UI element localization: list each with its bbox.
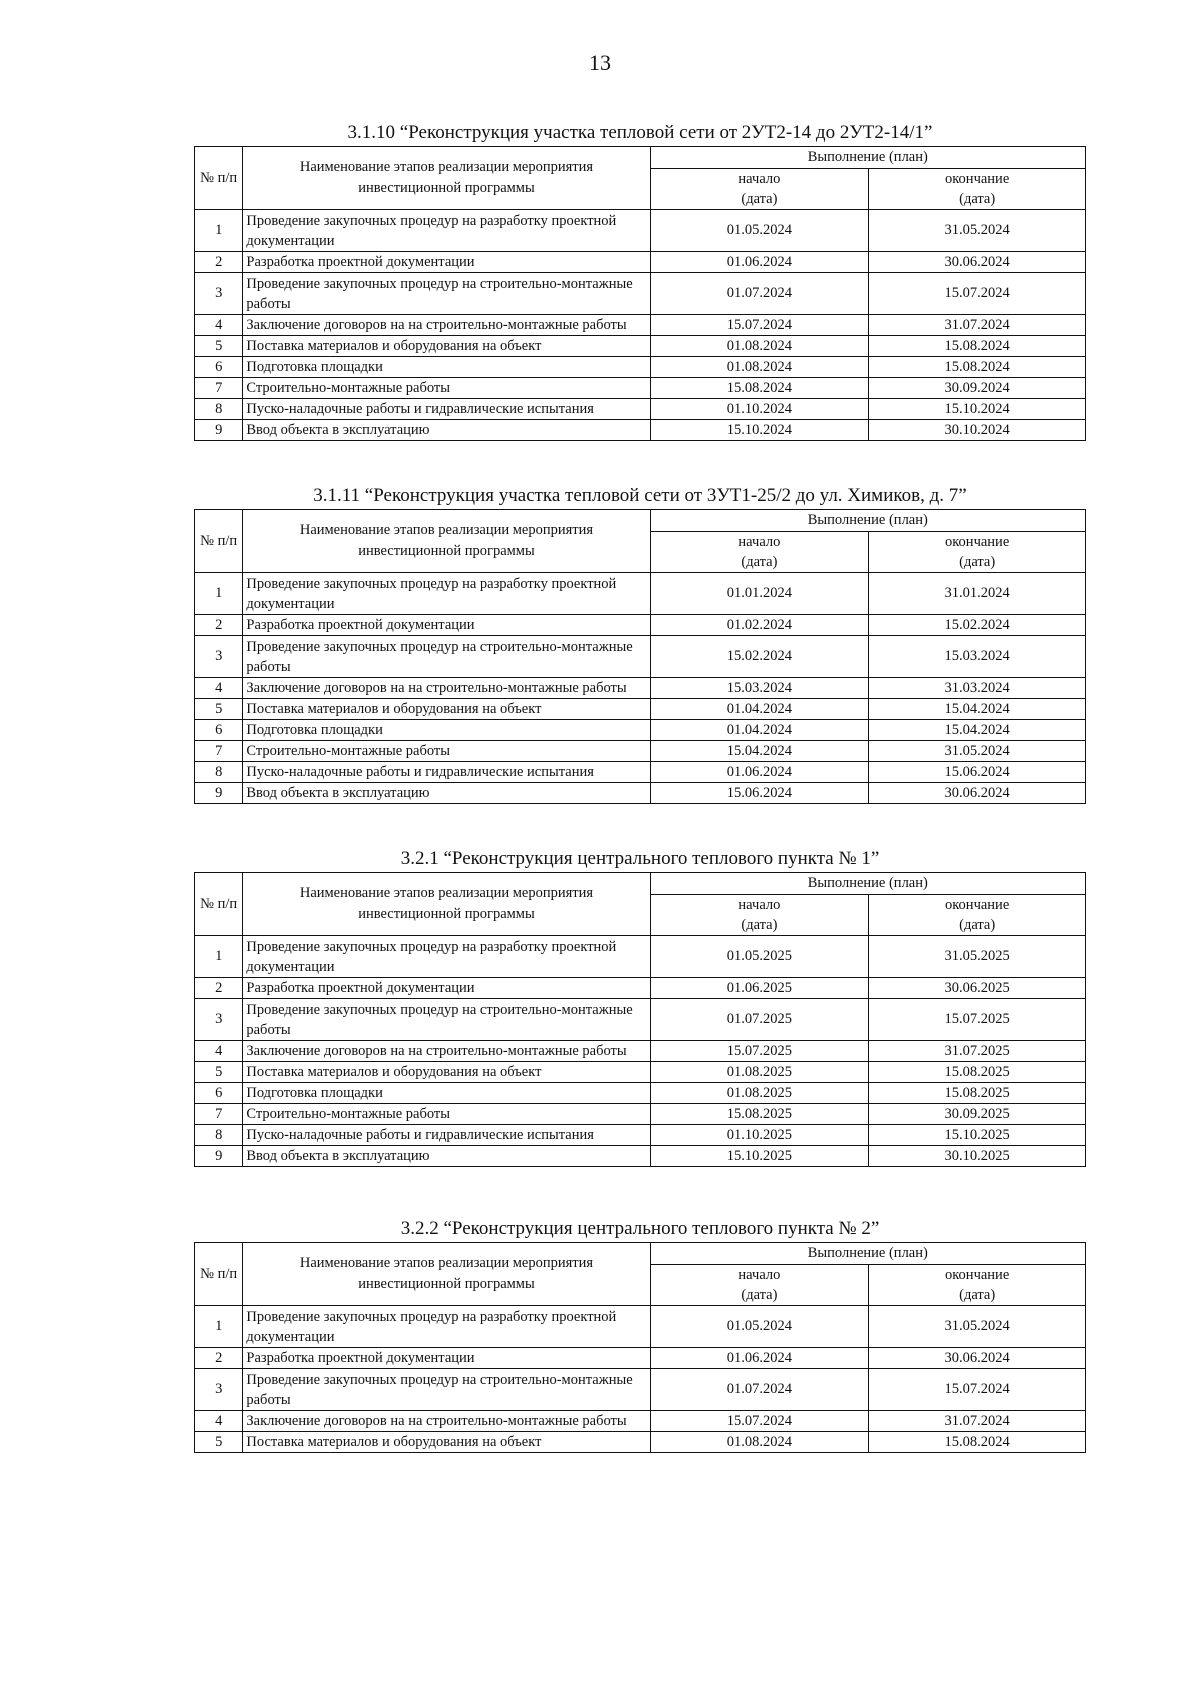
end-date: 31.07.2025 bbox=[869, 1041, 1086, 1062]
row-number: 5 bbox=[195, 1432, 243, 1453]
end-date: 30.06.2024 bbox=[869, 1348, 1086, 1369]
header-end-date-label: (дата) bbox=[959, 917, 996, 933]
header-execution: Выполнение (план) bbox=[650, 873, 1085, 895]
table-row bbox=[195, 573, 1086, 615]
start-date: 15.03.2024 bbox=[650, 678, 869, 699]
end-date: 15.10.2024 bbox=[869, 399, 1086, 420]
stage-name: Заключение договоров на на строительно-монтажные работы bbox=[243, 678, 650, 699]
stage-name: Строительно-монтажные работы bbox=[243, 1104, 650, 1125]
stage-name: Проведение закупочных процедур на разработку проектной документации bbox=[243, 936, 650, 978]
table-row bbox=[195, 978, 1086, 999]
row-number: 3 bbox=[195, 273, 243, 315]
header-row bbox=[195, 873, 1086, 895]
header-num: № п/п bbox=[195, 873, 243, 936]
section-title: 3.2.2 “Реконструкция центрального теплового пункта № 2” bbox=[400, 1218, 880, 1239]
section-3-2-1 bbox=[194, 846, 1086, 1167]
stage-name: Заключение договоров на на строительно-монтажные работы bbox=[243, 1411, 650, 1432]
header-start-label: начало bbox=[738, 1267, 781, 1283]
stage-name: Подготовка площадки bbox=[243, 357, 650, 378]
start-date: 01.05.2024 bbox=[650, 210, 869, 252]
table-row bbox=[195, 999, 1086, 1041]
stage-name: Проведение закупочных процедур на строительно-монтажные работы bbox=[243, 1369, 650, 1411]
row-number: 7 bbox=[195, 741, 243, 762]
header-end bbox=[869, 532, 1086, 573]
header-name: Наименование этапов реализации мероприятия инвестиционной программы bbox=[243, 510, 650, 573]
stage-name: Поставка материалов и оборудования на объект bbox=[243, 336, 650, 357]
table-row bbox=[195, 936, 1086, 978]
end-date: 31.07.2024 bbox=[869, 315, 1086, 336]
section-title: 3.2.1 “Реконструкция центрального теплового пункта № 1” bbox=[400, 848, 880, 869]
stage-name: Разработка проектной документации bbox=[243, 978, 650, 999]
table-row bbox=[195, 1432, 1086, 1453]
row-number: 3 bbox=[195, 1369, 243, 1411]
row-number: 2 bbox=[195, 978, 243, 999]
schedule-table bbox=[194, 146, 1086, 441]
row-number: 7 bbox=[195, 1104, 243, 1125]
end-date: 31.05.2024 bbox=[869, 210, 1086, 252]
start-date: 01.10.2024 bbox=[650, 399, 869, 420]
start-date: 15.04.2024 bbox=[650, 741, 869, 762]
schedule-table bbox=[194, 872, 1086, 1167]
end-date: 30.06.2024 bbox=[869, 252, 1086, 273]
end-date: 30.06.2024 bbox=[869, 783, 1086, 804]
table-row bbox=[195, 783, 1086, 804]
start-date: 01.08.2024 bbox=[650, 336, 869, 357]
end-date: 31.05.2024 bbox=[869, 741, 1086, 762]
header-start-label: начало bbox=[738, 171, 781, 187]
stage-name: Проведение закупочных процедур на разработку проектной документации bbox=[243, 1306, 650, 1348]
end-date: 15.08.2024 bbox=[869, 336, 1086, 357]
header-row bbox=[195, 147, 1086, 169]
start-date: 15.02.2024 bbox=[650, 636, 869, 678]
row-number: 1 bbox=[195, 573, 243, 615]
end-date: 15.06.2024 bbox=[869, 762, 1086, 783]
end-date: 15.08.2024 bbox=[869, 1432, 1086, 1453]
table-row bbox=[195, 1041, 1086, 1062]
stage-name: Ввод объекта в эксплуатацию bbox=[243, 1146, 650, 1167]
row-number: 9 bbox=[195, 783, 243, 804]
stage-name: Заключение договоров на на строительно-монтажные работы bbox=[243, 315, 650, 336]
row-number: 6 bbox=[195, 1083, 243, 1104]
end-date: 15.04.2024 bbox=[869, 720, 1086, 741]
table-row bbox=[195, 699, 1086, 720]
header-name: Наименование этапов реализации мероприятия инвестиционной программы bbox=[243, 1243, 650, 1306]
header-start-date-label: (дата) bbox=[741, 554, 778, 570]
header-end-label: окончание bbox=[945, 1267, 1010, 1283]
stage-name: Проведение закупочных процедур на строительно-монтажные работы bbox=[243, 273, 650, 315]
row-number: 8 bbox=[195, 762, 243, 783]
table-row bbox=[195, 1062, 1086, 1083]
start-date: 15.07.2024 bbox=[650, 315, 869, 336]
table-row bbox=[195, 1369, 1086, 1411]
header-start bbox=[650, 532, 869, 573]
header-start-date-label: (дата) bbox=[741, 191, 778, 207]
start-date: 01.05.2024 bbox=[650, 1306, 869, 1348]
start-date: 15.06.2024 bbox=[650, 783, 869, 804]
stage-name: Разработка проектной документации bbox=[243, 252, 650, 273]
row-number: 3 bbox=[195, 636, 243, 678]
end-date: 31.05.2024 bbox=[869, 1306, 1086, 1348]
stage-name: Пуско-наладочные работы и гидравлические испытания bbox=[243, 1125, 650, 1146]
schedule-table bbox=[194, 509, 1086, 804]
end-date: 30.06.2025 bbox=[869, 978, 1086, 999]
header-execution: Выполнение (план) bbox=[650, 510, 1085, 532]
section-title: 3.1.10 “Реконструкция участка тепловой сети от 2УТ2-14 до 2УТ2-14/1” bbox=[347, 122, 933, 143]
start-date: 01.04.2024 bbox=[650, 699, 869, 720]
row-number: 1 bbox=[195, 210, 243, 252]
row-number: 4 bbox=[195, 1041, 243, 1062]
end-date: 30.09.2024 bbox=[869, 378, 1086, 399]
table-row bbox=[195, 1125, 1086, 1146]
header-name: Наименование этапов реализации мероприятия инвестиционной программы bbox=[243, 147, 650, 210]
header-row bbox=[195, 1243, 1086, 1265]
header-num: № п/п bbox=[195, 1243, 243, 1306]
section-title: 3.1.11 “Реконструкция участка тепловой сети от 3УТ1-25/2 до ул. Химиков, д. 7” bbox=[313, 485, 967, 506]
row-number: 1 bbox=[195, 1306, 243, 1348]
header-row bbox=[195, 510, 1086, 532]
header-end-label: окончание bbox=[945, 534, 1010, 550]
table-row bbox=[195, 378, 1086, 399]
stage-name: Заключение договоров на на строительно-монтажные работы bbox=[243, 1041, 650, 1062]
start-date: 01.08.2025 bbox=[650, 1083, 869, 1104]
end-date: 31.07.2024 bbox=[869, 1411, 1086, 1432]
header-execution: Выполнение (план) bbox=[650, 1243, 1085, 1265]
row-number: 8 bbox=[195, 399, 243, 420]
end-date: 15.07.2024 bbox=[869, 1369, 1086, 1411]
header-end-date-label: (дата) bbox=[959, 1287, 996, 1303]
start-date: 15.08.2025 bbox=[650, 1104, 869, 1125]
header-execution: Выполнение (план) bbox=[650, 147, 1085, 169]
stage-name: Строительно-монтажные работы bbox=[243, 741, 650, 762]
section-3-2-2 bbox=[194, 1216, 1086, 1453]
row-number: 6 bbox=[195, 357, 243, 378]
start-date: 01.06.2025 bbox=[650, 978, 869, 999]
table-row bbox=[195, 336, 1086, 357]
start-date: 15.10.2024 bbox=[650, 420, 869, 441]
table-row bbox=[195, 1083, 1086, 1104]
table-row bbox=[195, 399, 1086, 420]
header-start-date-label: (дата) bbox=[741, 917, 778, 933]
start-date: 01.04.2024 bbox=[650, 720, 869, 741]
stage-name: Проведение закупочных процедур на строительно-монтажные работы bbox=[243, 636, 650, 678]
stage-name: Проведение закупочных процедур на разработку проектной документации bbox=[243, 573, 650, 615]
section-3-1-11 bbox=[194, 483, 1086, 804]
stage-name: Поставка материалов и оборудования на объект bbox=[243, 1062, 650, 1083]
stage-name: Подготовка площадки bbox=[243, 720, 650, 741]
table-row bbox=[195, 1306, 1086, 1348]
start-date: 01.08.2024 bbox=[650, 357, 869, 378]
stage-name: Поставка материалов и оборудования на объект bbox=[243, 1432, 650, 1453]
start-date: 01.02.2024 bbox=[650, 615, 869, 636]
header-num: № п/п bbox=[195, 147, 243, 210]
header-start bbox=[650, 169, 869, 210]
schedule-table bbox=[194, 1242, 1086, 1453]
row-number: 2 bbox=[195, 252, 243, 273]
header-end-label: окончание bbox=[945, 171, 1010, 187]
end-date: 30.10.2025 bbox=[869, 1146, 1086, 1167]
start-date: 01.06.2024 bbox=[650, 762, 869, 783]
start-date: 01.10.2025 bbox=[650, 1125, 869, 1146]
end-date: 31.03.2024 bbox=[869, 678, 1086, 699]
end-date: 15.02.2024 bbox=[869, 615, 1086, 636]
row-number: 2 bbox=[195, 615, 243, 636]
row-number: 9 bbox=[195, 1146, 243, 1167]
stage-name: Пуско-наладочные работы и гидравлические испытания bbox=[243, 399, 650, 420]
table-row bbox=[195, 357, 1086, 378]
start-date: 15.07.2025 bbox=[650, 1041, 869, 1062]
table-row bbox=[195, 1104, 1086, 1125]
table-row bbox=[195, 273, 1086, 315]
start-date: 01.07.2025 bbox=[650, 999, 869, 1041]
row-number: 6 bbox=[195, 720, 243, 741]
table-row bbox=[195, 1348, 1086, 1369]
start-date: 15.10.2025 bbox=[650, 1146, 869, 1167]
header-start-label: начало bbox=[738, 534, 781, 550]
table-row bbox=[195, 315, 1086, 336]
stage-name: Проведение закупочных процедур на строительно-монтажные работы bbox=[243, 999, 650, 1041]
start-date: 01.07.2024 bbox=[650, 273, 869, 315]
start-date: 01.07.2024 bbox=[650, 1369, 869, 1411]
stage-name: Пуско-наладочные работы и гидравлические испытания bbox=[243, 762, 650, 783]
header-end bbox=[869, 169, 1086, 210]
end-date: 30.10.2024 bbox=[869, 420, 1086, 441]
table-row bbox=[195, 636, 1086, 678]
end-date: 31.01.2024 bbox=[869, 573, 1086, 615]
start-date: 15.07.2024 bbox=[650, 1411, 869, 1432]
row-number: 5 bbox=[195, 1062, 243, 1083]
start-date: 01.06.2024 bbox=[650, 1348, 869, 1369]
header-end-date-label: (дата) bbox=[959, 554, 996, 570]
header-start bbox=[650, 1265, 869, 1306]
start-date: 15.08.2024 bbox=[650, 378, 869, 399]
table-row bbox=[195, 720, 1086, 741]
row-number: 3 bbox=[195, 999, 243, 1041]
stage-name: Разработка проектной документации bbox=[243, 615, 650, 636]
header-start-date-label: (дата) bbox=[741, 1287, 778, 1303]
row-number: 4 bbox=[195, 678, 243, 699]
end-date: 15.03.2024 bbox=[869, 636, 1086, 678]
table-row bbox=[195, 615, 1086, 636]
start-date: 01.05.2025 bbox=[650, 936, 869, 978]
row-number: 2 bbox=[195, 1348, 243, 1369]
start-date: 01.06.2024 bbox=[650, 252, 869, 273]
table-row bbox=[195, 678, 1086, 699]
header-start bbox=[650, 895, 869, 936]
end-date: 31.05.2025 bbox=[869, 936, 1086, 978]
stage-name: Строительно-монтажные работы bbox=[243, 378, 650, 399]
stage-name: Проведение закупочных процедур на разработку проектной документации bbox=[243, 210, 650, 252]
end-date: 30.09.2025 bbox=[869, 1104, 1086, 1125]
header-end bbox=[869, 895, 1086, 936]
row-number: 5 bbox=[195, 336, 243, 357]
header-end-label: окончание bbox=[945, 897, 1010, 913]
page-number: 13 bbox=[589, 50, 611, 75]
section-3-1-10 bbox=[194, 120, 1086, 441]
stage-name: Ввод объекта в эксплуатацию bbox=[243, 420, 650, 441]
row-number: 4 bbox=[195, 315, 243, 336]
table-row bbox=[195, 210, 1086, 252]
row-number: 7 bbox=[195, 378, 243, 399]
header-end bbox=[869, 1265, 1086, 1306]
stage-name: Подготовка площадки bbox=[243, 1083, 650, 1104]
header-start-label: начало bbox=[738, 897, 781, 913]
stage-name: Поставка материалов и оборудования на объект bbox=[243, 699, 650, 720]
header-end-date-label: (дата) bbox=[959, 191, 996, 207]
end-date: 15.04.2024 bbox=[869, 699, 1086, 720]
end-date: 15.08.2025 bbox=[869, 1083, 1086, 1104]
table-row bbox=[195, 741, 1086, 762]
row-number: 8 bbox=[195, 1125, 243, 1146]
end-date: 15.07.2025 bbox=[869, 999, 1086, 1041]
row-number: 5 bbox=[195, 699, 243, 720]
stage-name: Ввод объекта в эксплуатацию bbox=[243, 783, 650, 804]
header-name: Наименование этапов реализации мероприятия инвестиционной программы bbox=[243, 873, 650, 936]
end-date: 15.08.2024 bbox=[869, 357, 1086, 378]
table-row bbox=[195, 762, 1086, 783]
start-date: 01.08.2024 bbox=[650, 1432, 869, 1453]
table-row bbox=[195, 1411, 1086, 1432]
end-date: 15.10.2025 bbox=[869, 1125, 1086, 1146]
start-date: 01.01.2024 bbox=[650, 573, 869, 615]
end-date: 15.07.2024 bbox=[869, 273, 1086, 315]
end-date: 15.08.2025 bbox=[869, 1062, 1086, 1083]
row-number: 4 bbox=[195, 1411, 243, 1432]
table-row bbox=[195, 1146, 1086, 1167]
stage-name: Разработка проектной документации bbox=[243, 1348, 650, 1369]
header-num: № п/п bbox=[195, 510, 243, 573]
row-number: 9 bbox=[195, 420, 243, 441]
table-row bbox=[195, 420, 1086, 441]
row-number: 1 bbox=[195, 936, 243, 978]
start-date: 01.08.2025 bbox=[650, 1062, 869, 1083]
table-row bbox=[195, 252, 1086, 273]
